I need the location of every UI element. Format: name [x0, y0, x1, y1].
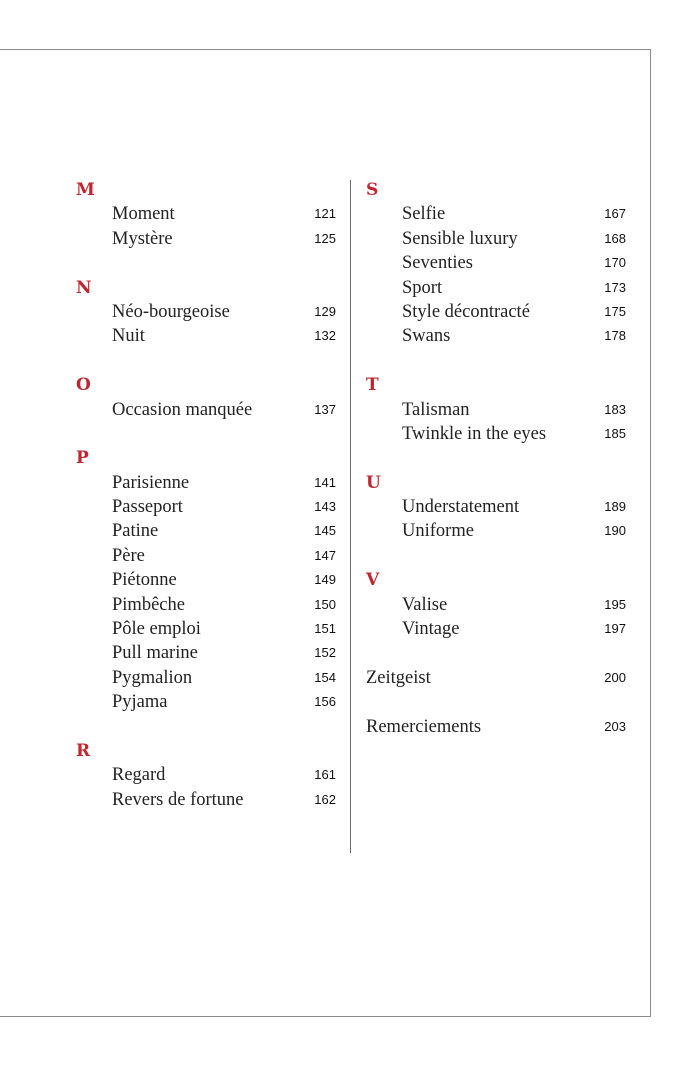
entry-page: 173	[604, 279, 626, 295]
section-letter-t: T	[366, 375, 379, 396]
toc-entry[interactable]	[366, 324, 626, 348]
entry-title: Moment	[112, 204, 175, 225]
toc-entry[interactable]	[76, 495, 336, 519]
entry-title: Regard	[112, 765, 166, 786]
entry-title: Uniforme	[402, 521, 474, 542]
toc-entry[interactable]	[76, 398, 336, 422]
entry-page: 170	[604, 255, 626, 271]
toc-entry[interactable]	[76, 617, 336, 641]
entry-page: 121	[314, 206, 336, 222]
entry-title: Talisman	[402, 399, 470, 420]
entry-page: 154	[314, 669, 336, 685]
toc-entry[interactable]	[76, 202, 336, 226]
entry-title: Nuit	[112, 326, 145, 347]
entry-page: 137	[314, 401, 336, 417]
entry-page: 185	[604, 425, 626, 441]
entry-page: 152	[314, 645, 336, 661]
toc-entry[interactable]	[76, 593, 336, 617]
entry-title: Valise	[402, 594, 448, 615]
entry-title: Piétonne	[112, 570, 177, 591]
entry-page: 200	[604, 669, 626, 685]
entry-page: 189	[604, 499, 626, 515]
section-letter-m: M	[76, 180, 95, 200]
entry-title: Pôle emploi	[112, 619, 201, 640]
entry-title: Père	[112, 545, 145, 566]
entry-page: 129	[314, 303, 336, 319]
section-letter-p: P	[76, 448, 89, 469]
entry-title: Occasion manquée	[112, 399, 253, 420]
toc-entry[interactable]	[76, 324, 336, 348]
toc-entry[interactable]	[366, 519, 626, 543]
entry-title: Mystère	[112, 228, 173, 249]
toc-entry[interactable]	[366, 422, 626, 446]
entry-title: Revers de fortune	[112, 789, 244, 810]
entry-title: Pull marine	[112, 643, 198, 664]
toc-entry[interactable]	[366, 593, 626, 617]
entry-page: 168	[604, 230, 626, 246]
entry-title: Swans	[402, 326, 451, 347]
toc-entry[interactable]	[76, 544, 336, 568]
entry-page: 150	[314, 596, 336, 612]
entry-title: Zeitgeist	[366, 667, 431, 688]
entry-title: Style décontracté	[402, 301, 530, 322]
entry-title: Pimbêche	[112, 594, 185, 615]
toc-left-column	[76, 178, 336, 812]
entry-title: Twinkle in the eyes	[402, 423, 547, 444]
toc-entry[interactable]	[366, 398, 626, 422]
toc-entry[interactable]	[366, 300, 626, 324]
entry-title: Sport	[402, 277, 443, 298]
toc-entry[interactable]	[76, 690, 336, 714]
section-letter-o: O	[76, 375, 91, 396]
toc-entry-zeitgeist[interactable]	[366, 666, 626, 690]
entry-title: Néo-bourgeoise	[112, 301, 230, 322]
toc-entry[interactable]	[76, 788, 336, 812]
toc-entry[interactable]	[76, 471, 336, 495]
toc-entry[interactable]	[76, 666, 336, 690]
entry-title: Passeport	[112, 497, 183, 518]
entry-page: 145	[314, 523, 336, 539]
toc-entry[interactable]	[76, 763, 336, 787]
entry-title: Vintage	[402, 619, 460, 640]
toc-entry[interactable]	[76, 568, 336, 592]
entry-page: 183	[604, 401, 626, 417]
entry-page: 156	[314, 694, 336, 710]
entry-page: 203	[604, 718, 626, 734]
entry-title: Seventies	[402, 253, 473, 274]
section-letter-u: U	[366, 472, 381, 493]
entry-page: 143	[314, 499, 336, 515]
entry-page: 178	[604, 328, 626, 344]
column-divider	[350, 180, 351, 853]
entry-title: Parisienne	[112, 472, 190, 493]
toc-entry[interactable]	[366, 227, 626, 251]
entry-page: 167	[604, 206, 626, 222]
toc-entry[interactable]	[76, 300, 336, 324]
entry-title: Selfie	[402, 204, 446, 225]
toc-entry-remerciements[interactable]	[366, 715, 626, 739]
toc-entry[interactable]	[76, 641, 336, 665]
toc-entry[interactable]	[366, 617, 626, 641]
entry-page: 197	[604, 621, 626, 637]
entry-title: Understatement	[402, 497, 520, 518]
toc-right-column	[366, 178, 626, 739]
section-letter-r: R	[76, 740, 91, 761]
entry-page: 132	[314, 328, 336, 344]
entry-page: 195	[604, 596, 626, 612]
entry-title: Patine	[112, 521, 159, 542]
entry-page: 147	[314, 547, 336, 563]
toc-entry[interactable]	[366, 276, 626, 300]
entry-page: 151	[314, 621, 336, 637]
toc-entry[interactable]	[366, 495, 626, 519]
toc-entry[interactable]	[366, 251, 626, 275]
entry-page: 162	[314, 791, 336, 807]
section-letter-n: N	[76, 277, 92, 298]
entry-page: 125	[314, 230, 336, 246]
toc-entry[interactable]	[76, 519, 336, 543]
toc-entry[interactable]	[366, 202, 626, 226]
entry-title: Pyjama	[112, 692, 168, 713]
entry-page: 149	[314, 572, 336, 588]
entry-title: Sensible luxury	[402, 228, 518, 249]
toc-entry[interactable]	[76, 227, 336, 251]
entry-page: 141	[314, 474, 336, 490]
entry-page: 190	[604, 523, 626, 539]
entry-page: 161	[314, 767, 336, 783]
entry-page: 175	[604, 303, 626, 319]
entry-title: Remerciements	[366, 716, 482, 737]
section-letter-s: S	[366, 180, 379, 200]
entry-title: Pygmalion	[112, 667, 193, 688]
section-letter-v: V	[366, 570, 380, 591]
